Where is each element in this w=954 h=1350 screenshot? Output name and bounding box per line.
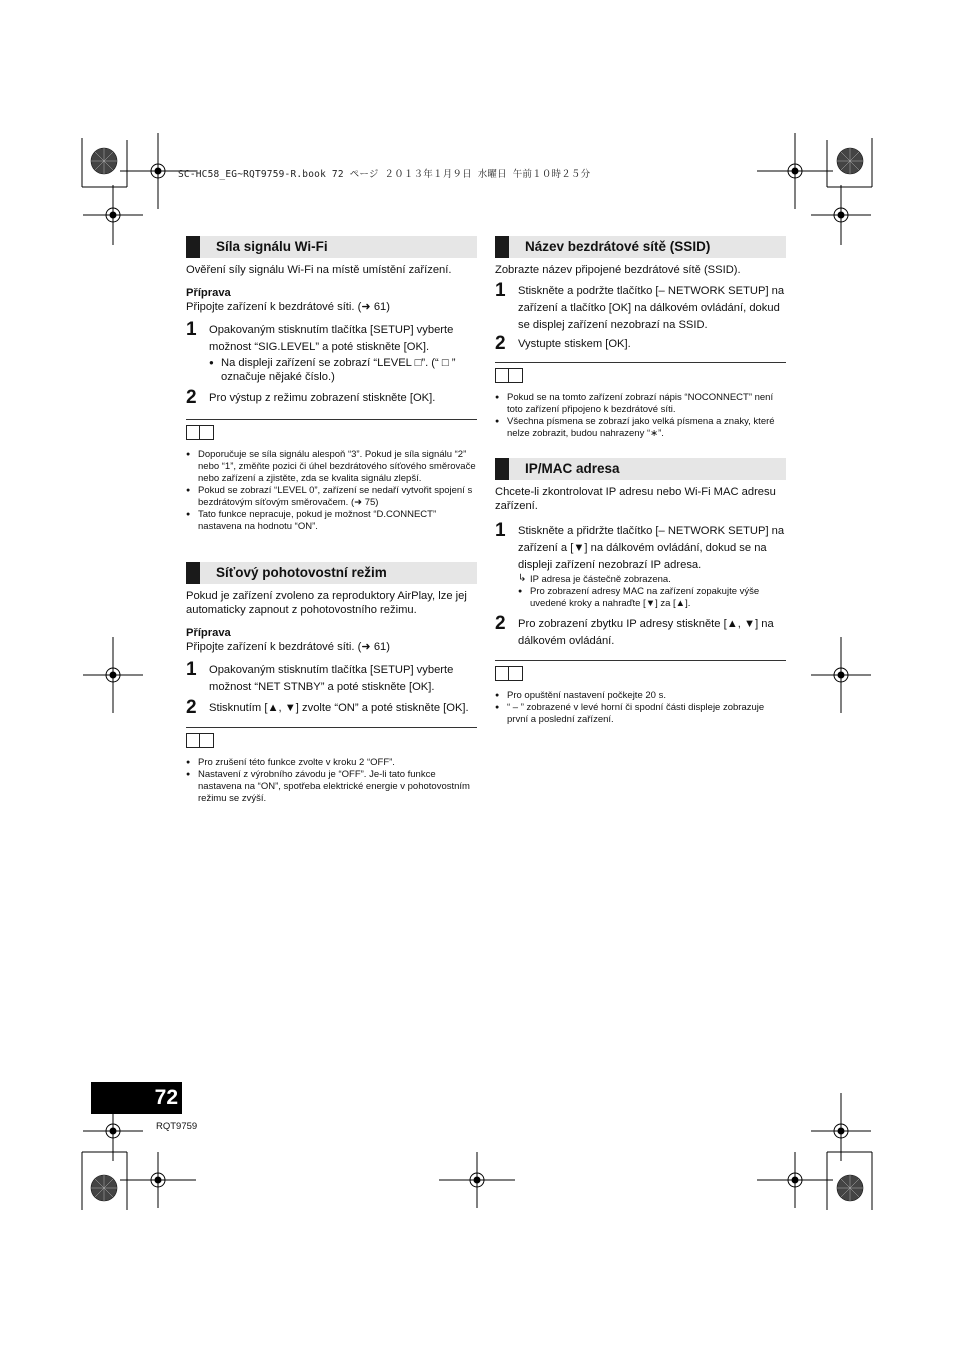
right-column — [495, 236, 786, 440]
note-book-icon — [495, 368, 523, 383]
note-book-icon — [495, 666, 523, 681]
section-title-wifi-signal: Síla signálu Wi-Fi — [186, 236, 477, 258]
step-2: 2 Pro zobrazení zbytku IP adresy stiskněte [▲, ▼] na dálkovém ovládání. — [495, 613, 774, 647]
note-item: ● Pro opuštění nastavení počkejte 20 s. — [495, 690, 786, 702]
step-1: 1 Opakovaným stisknutím tlačítka [SETUP] vyberte možnost “SIG.LEVEL” a poté stiskněte [OK]. ● Na displeji zařízení se zobrazí “LEVEL □”. (“ □ ” označuje nějaké číslo.) — [186, 322, 477, 384]
section-marker — [186, 236, 200, 258]
note-item: ● Nastavení z výrobního závodu je “OFF”. Je-li tato funkce nastavena na “ON”, spotřeba elektrické energie v pohotovostním režimu se zvýší. — [186, 769, 477, 805]
section-intro: Pokud je zařízení zvoleno za reproduktory AirPlay, lze jej automaticky zapnout z pohotovostního režimu. — [186, 590, 467, 616]
right-column-section-2 — [495, 458, 786, 726]
section-marker — [495, 458, 509, 480]
step-sub-bullet: ● Pro zobrazení adresy MAC na zařízení zopakujte výše uvedené kroky a nahraďte [▼] za [▲]. — [518, 586, 786, 610]
section-intro: Chcete-li zkontrolovat IP adresu nebo Wi-Fi MAC adresu zařízení. — [495, 486, 776, 512]
step-1: 1 Stiskněte a přidržte tlačítko [– NETWORK SETUP] na zařízení a [▼] na dálkovém ovládání, dokud se na displeji zařízení nezobrazí IP adresa. ↳ IP adresa je částečně zobrazena. ● Pro zobrazení adresy MAC na zařízení zopakujte výše uvedené kroky a nahraďte [▼] za [▲]. — [495, 523, 786, 610]
prep-text: Připojte zařízení k bezdrátové síti. (➜ 61) — [186, 301, 390, 313]
note-item: ● Pokud se na tomto zařízení zobrazí nápis “NOCONNECT” není toto zařízení připojeno k bezdrátové síti. — [495, 392, 786, 416]
model-code: RQT9759 — [156, 1121, 198, 1132]
notes-block — [186, 727, 477, 805]
left-column — [186, 236, 477, 533]
step-2: 2 Stisknutím [▲, ▼] zvolte “ON” a poté stiskněte [OK]. — [186, 697, 469, 718]
step-result-arrow: ↳ IP adresa je částečně zobrazena. — [518, 574, 786, 586]
notes-block — [186, 419, 477, 533]
book-header: SC-HC58_EG~RQT9759-R.book 72 ページ ２０１３年１月９日 水曜日 午前１０時２５分 — [178, 169, 591, 180]
step-sub-bullet: ● Na displeji zařízení se zobrazí “LEVEL □”. (“ □ ” označuje nějaké číslo.) — [209, 356, 477, 384]
section-title-network-standby: Síťový pohotovostní režim — [186, 562, 477, 584]
note-book-icon — [186, 733, 214, 748]
note-item: ● Všechna písmena se zobrazí jako velká písmena a znaky, které nelze zobrazit, budou nahrazeny “∗”. — [495, 416, 786, 440]
step-2: 2 Vystupte stiskem [OK]. — [495, 333, 631, 354]
note-item: ● Doporučuje se síla signálu alespoň “3”. Pokud je síla signálu “2” nebo “1”, změňte pozici či úhel bezdrátového síťového směrovače nebo zařízení a zjistěte, zda se kvalita signálu zlepší. — [186, 449, 477, 485]
section-intro: Ověření síly signálu Wi-Fi na místě umístění zařízení. — [186, 264, 452, 276]
note-item: ● Pokud se zobrazí “LEVEL 0”, zařízení se nedaří vytvořit spojení s bezdrátovým síťovým směrovačem. (➜ 75) — [186, 485, 477, 509]
page-number-box — [91, 1082, 182, 1114]
step-2: 2 Pro výstup z režimu zobrazení stiskněte [OK]. — [186, 387, 436, 408]
section-marker — [186, 562, 200, 584]
section-title-ip-mac: IP/MAC adresa — [495, 458, 786, 480]
prep-label: Příprava — [186, 627, 231, 639]
prep-label: Příprava — [186, 287, 231, 299]
step-1: 1 Opakovaným stisknutím tlačítka [SETUP] vyberte možnost “NET STNBY” a poté stiskněte [OK]. — [186, 659, 454, 693]
left-column-section-2 — [186, 562, 477, 805]
note-item: ● “ – ” zobrazené v levé horní či spodní části displeje zobrazuje první a poslední zařízení. — [495, 702, 786, 726]
prep-text: Připojte zařízení k bezdrátové síti. (➜ 61) — [186, 641, 390, 653]
notes-block — [495, 362, 786, 440]
section-marker — [495, 236, 509, 258]
section-title-ssid: Název bezdrátové sítě (SSID) — [495, 236, 786, 258]
page-number: 72 — [154, 1086, 178, 1109]
step-1: 1 Stiskněte a podržte tlačítko [– NETWORK SETUP] na zařízení a tlačítko [OK] na dálkovém ovládání, dokud se displej zařízení nezobrazí na SSID. — [495, 280, 785, 331]
note-item: ● Tato funkce nepracuje, pokud je možnost “D.CONNECT” nastavena na hodnotu “ON”. — [186, 509, 477, 533]
note-book-icon — [186, 425, 214, 440]
section-intro: Zobrazte název připojené bezdrátové sítě (SSID). — [495, 264, 741, 276]
note-item: ● Pro zrušení této funkce zvolte v kroku 2 “OFF”. — [186, 757, 477, 769]
notes-block — [495, 660, 786, 726]
